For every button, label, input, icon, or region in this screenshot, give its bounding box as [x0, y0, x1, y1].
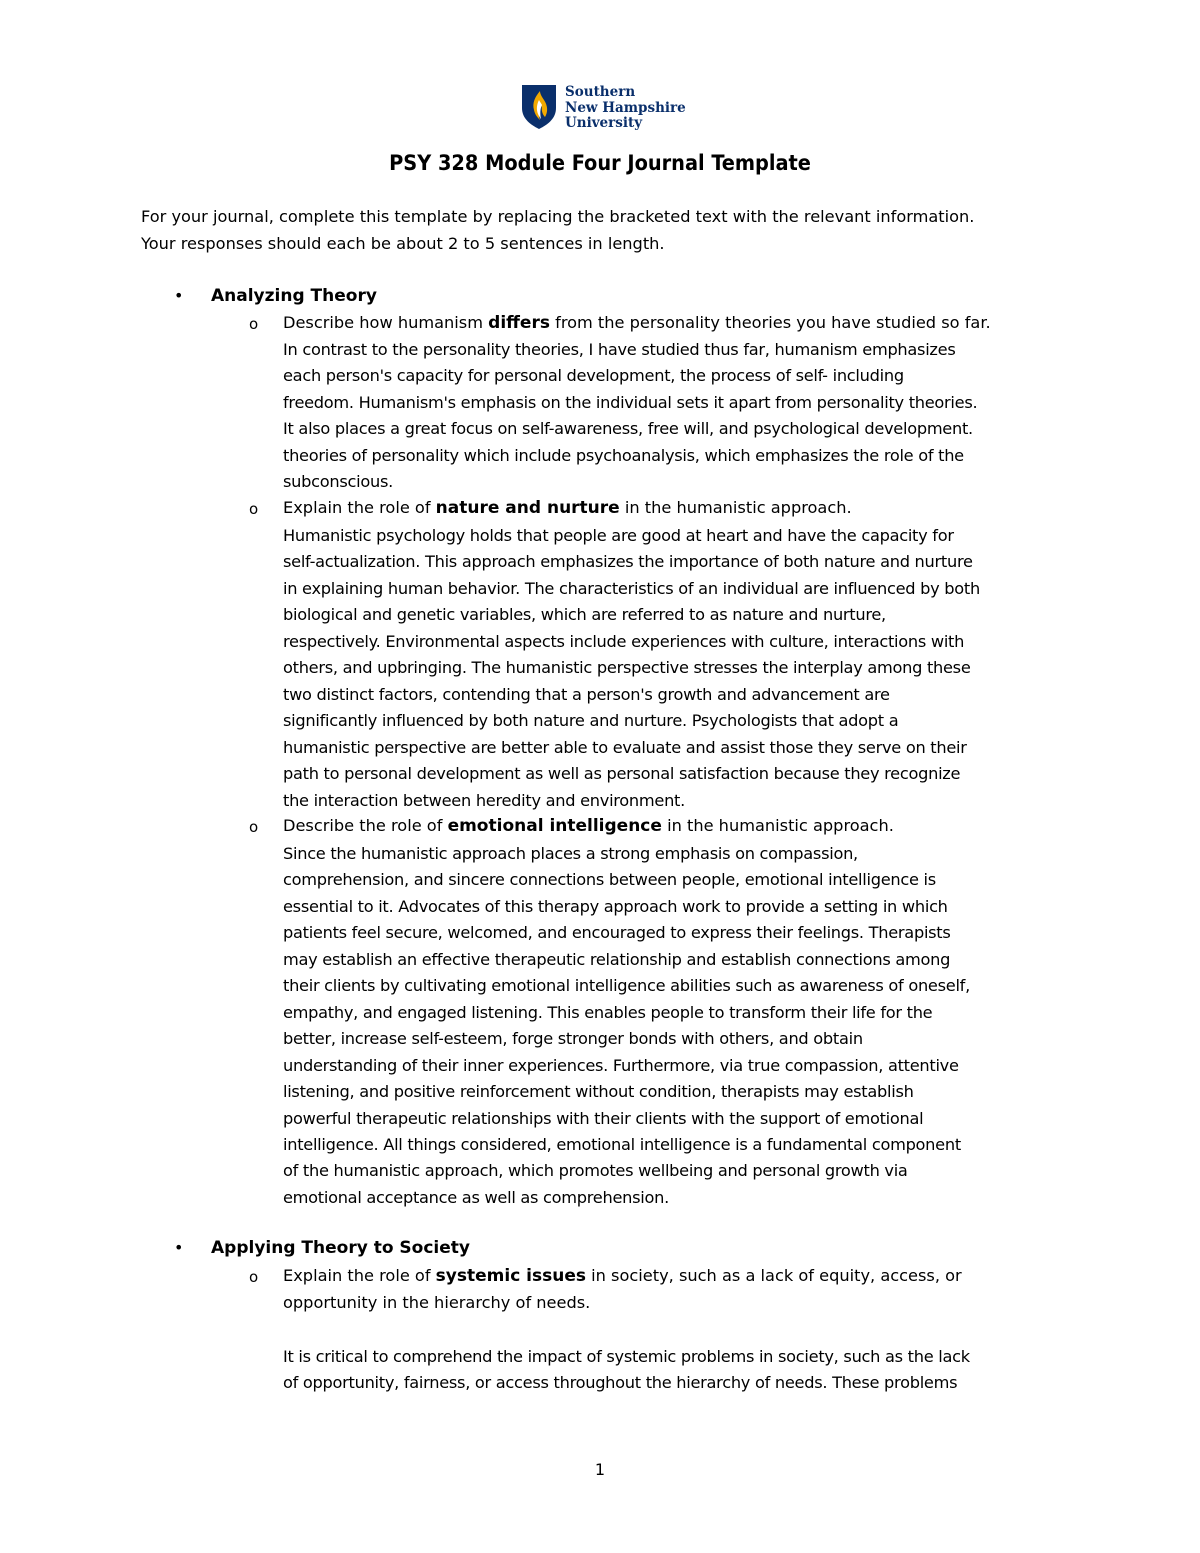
response-line: path to personal development as well as personal satisfaction because they recognize: [283, 764, 961, 784]
response-line: may establish an effective therapeutic relationship and establish connections among: [283, 949, 951, 969]
response-line: In contrast to the personality theories, I have studied thus far, humanism emphasizes: [283, 340, 956, 359]
response-line: empathy, and engaged listening. This enables people to transform their life for the: [283, 1002, 933, 1022]
university-logo: [521, 84, 686, 132]
response-line: others, and upbringing. The humanistic perspective stresses the interplay among these: [283, 658, 971, 678]
response-line: self-actualization. This approach emphasizes the importance of both nature and nurture: [283, 552, 973, 572]
response-line: It is critical to comprehend the impact of systemic problems in society, such as the lack: [283, 1347, 970, 1366]
response-line: theories of personality which include psychoanalysis, which emphasizes the role of the: [283, 445, 964, 465]
intro-line-1: For your journal, complete this template by replacing the bracketed text with the relevant information.: [141, 207, 975, 226]
prompt-text: Explain the role of: [283, 1266, 436, 1285]
response-line: Since the humanistic approach places a strong emphasis on compassion,: [283, 844, 858, 863]
response-line: the interaction between heredity and environment.: [283, 790, 685, 810]
response-line: powerful therapeutic relationships with their clients with the support of emotional: [283, 1108, 924, 1128]
section-bullet: •: [174, 1238, 184, 1257]
logo-line-1: Southern: [565, 84, 636, 100]
prompt-text: from the personality theories you have studied so far.: [549, 313, 991, 332]
response-line: biological and genetic variables, which are referred to as nature and nurture,: [283, 605, 886, 625]
response-systemic-issues: [283, 1344, 1073, 1397]
intro-paragraph: [141, 204, 1071, 257]
section-heading-applying-theory: Applying Theory to Society: [211, 1238, 471, 1258]
prompt-keyword: differs: [488, 313, 550, 333]
prompt-humanism-differs: [283, 310, 1073, 337]
response-humanism-differs: [283, 337, 1073, 496]
page-title: PSY 328 Module Four Journal Template: [389, 151, 811, 176]
prompt-text: in the humanistic approach.: [661, 816, 894, 835]
prompt-systemic-issues-line-2: opportunity in the hierarchy of needs.: [283, 1293, 591, 1312]
prompt-nature-nurture: [283, 495, 1073, 522]
prompt-text: Describe the role of: [283, 816, 448, 835]
response-line: patients feel secure, welcomed, and encouraged to express their feelings. Therapists: [283, 923, 951, 943]
response-emotional-intelligence: [283, 841, 1073, 1211]
response-line: of the humanistic approach, which promotes wellbeing and personal growth via: [283, 1161, 908, 1181]
item-bullet: o: [249, 818, 259, 836]
response-line: Humanistic psychology holds that people are good at heart and have the capacity for: [283, 526, 954, 545]
response-line: of opportunity, fairness, or access throughout the hierarchy of needs. These problems: [283, 1373, 958, 1393]
prompt-text: in society, such as a lack of equity, access, or: [586, 1266, 962, 1285]
item-bullet: o: [249, 1268, 259, 1286]
response-line: freedom. Humanism's emphasis on the individual sets it apart from personality theories.: [283, 392, 978, 412]
response-line: each person's capacity for personal development, the process of self- including: [283, 366, 904, 386]
item-bullet: o: [249, 315, 259, 333]
prompt-keyword: emotional intelligence: [447, 816, 662, 836]
prompt-emotional-intelligence: [283, 813, 1073, 840]
response-line: intelligence. All things considered, emotional intelligence is a fundamental component: [283, 1134, 961, 1154]
response-line: It also places a great focus on self-awareness, free will, and psychological development.: [283, 419, 973, 439]
response-nature-nurture: [283, 523, 1073, 814]
response-line: their clients by cultivating emotional intelligence abilities such as awareness of oneself,: [283, 976, 970, 996]
prompt-text: Describe how humanism: [283, 313, 489, 332]
prompt-systemic-issues: [283, 1263, 1073, 1290]
prompt-keyword: systemic issues: [435, 1266, 586, 1286]
prompt-text: Explain the role of: [283, 498, 436, 517]
item-bullet: o: [249, 500, 259, 518]
response-line: two distinct factors, contending that a person's growth and advancement are: [283, 684, 890, 704]
response-line: essential to it. Advocates of this therapy approach work to provide a setting in which: [283, 896, 948, 916]
intro-line-2: Your responses should each be about 2 to 5 sentences in length.: [141, 233, 665, 253]
response-line: understanding of their inner experiences. Furthermore, via true compassion, attentive: [283, 1055, 959, 1075]
logo-line-3: University: [565, 115, 643, 131]
response-line: in explaining human behavior. The characteristics of an individual are influenced by both: [283, 578, 980, 598]
university-name: [565, 85, 686, 132]
section-bullet: •: [174, 286, 184, 305]
response-line: respectively. Environmental aspects include experiences with culture, interactions with: [283, 631, 965, 651]
logo-line-2: New Hampshire: [565, 99, 686, 116]
section-heading-analyzing-theory: Analyzing Theory: [211, 286, 377, 306]
response-line: comprehension, and sincere connections between people, emotional intelligence is: [283, 870, 936, 890]
prompt-keyword: nature and nurture: [435, 498, 620, 518]
prompt-text: in the humanistic approach.: [619, 498, 852, 517]
shield-flame-icon: [521, 84, 557, 130]
response-line: significantly influenced by both nature and nurture. Psychologists that adopt a: [283, 711, 899, 731]
response-line: subconscious.: [283, 472, 393, 492]
response-line: humanistic perspective are better able to evaluate and assist those they serve on their: [283, 737, 967, 757]
response-line: listening, and positive reinforcement without condition, therapists may establish: [283, 1082, 914, 1102]
response-line: better, increase self-esteem, forge stronger bonds with others, and obtain: [283, 1029, 863, 1049]
response-line: emotional acceptance as well as comprehension.: [283, 1187, 669, 1207]
page-number: 1: [594, 1460, 606, 1479]
